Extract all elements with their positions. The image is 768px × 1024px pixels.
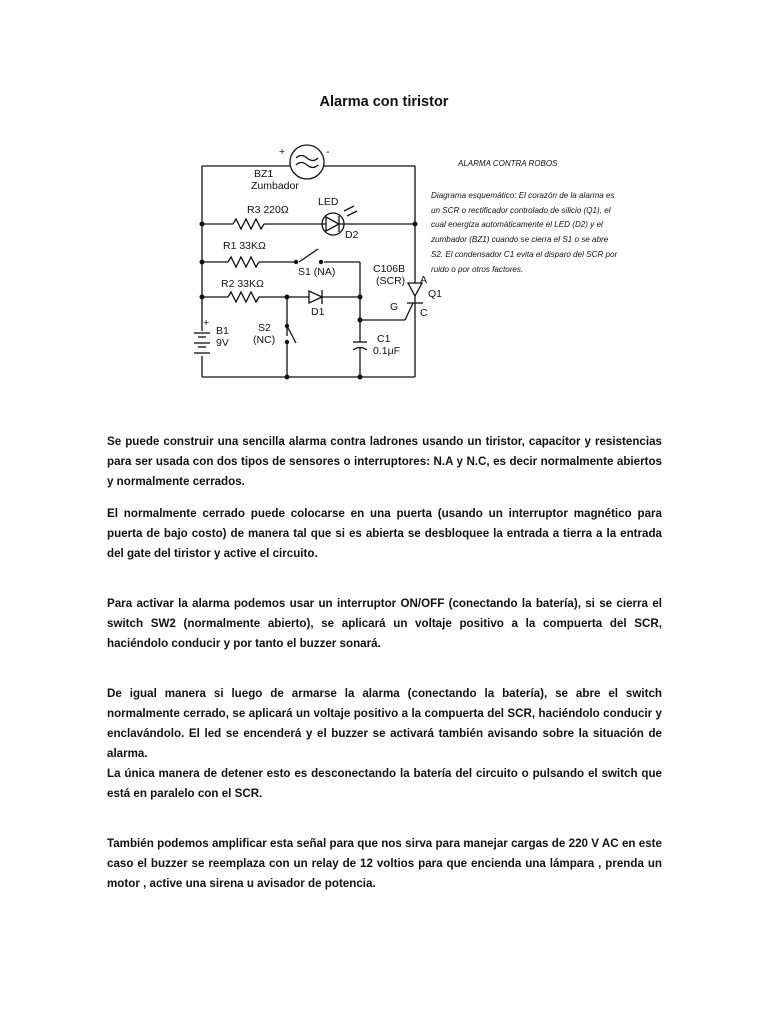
paragraph-5: La única manera de detener esto es desconectando la batería del circuito o pulsando el switch que está en paralelo con el SCR. [107,767,662,800]
d2-label: D2 [345,229,359,241]
figure-description-label: Diagrama esquemático [431,191,515,200]
r2-label: R2 33KΩ [221,278,264,290]
paragraph-2: El normalmente cerrado puede colocarse en una puerta (usando un interruptor magnético para puerta de bajo costo) de manera tal que si es abierta se desbloquee la entrada a tierra a la entrada del gate del tiristor y active el circuito. [107,507,662,560]
paragraph-1: Se puede construir una sencilla alarma contra ladrones usando un tiristor, capacitor y resistencias para ser usada con dos tipos de sensores o interruptores: N.A y N.C, es decir normalmente abiertos y normalmente cerrados. [107,435,662,488]
s2-nc-label: (NC) [253,334,276,346]
zumbador-label: Zumbador [251,180,299,192]
led-label: LED [318,196,339,208]
d1-label: D1 [311,306,325,318]
q1-label: Q1 [428,288,443,300]
c1-value-label: 0.1μF [373,345,401,357]
r3-label: R3 220Ω [247,204,289,216]
c106b-label: C106B [373,263,406,275]
gate-label: G [390,301,399,313]
s2-label: S2 [258,322,271,334]
figure-description [431,189,621,277]
paragraph-6: También podemos amplificar esta señal para que nos sirva para manejar cargas de 220 V AC en este caso el buzzer se reemplaza con un relay de 12 voltios para que encienda una lámpara , prenda un motor , active una sirena u avisador de potencia. [107,837,662,890]
bz1-label: BZ1 [254,168,274,180]
paragraph-4: De igual manera si luego de armarse la alarma (conectando la batería), se abre el switch normalmente cerrado, se aplicará un voltaje positivo a la compuerta del SCR, haciéndolo conducir y enclavándolo. El led se encenderá y el buzzer se activará también avisando sobre la situación de alarma. [107,687,662,760]
bz-minus-label: - [326,146,330,158]
cathode-label: C [420,307,428,319]
battery-minus-label: - [204,347,208,359]
paragraph-3: Para activar la alarma podemos usar un interruptor ON/OFF (conectando la batería), si se cierra el switch SW2 (normalmente abierto), se aplicará un voltaje positivo a la compuerta del SCR, haciéndolo conducir y por tanto el buzzer sonará. [107,597,662,650]
battery-plus-label: + [203,317,210,329]
bz-plus-label: + [279,146,286,158]
figure-side-title: ALARMA CONTRA ROBOS [458,159,558,168]
page-title: Alarma con tiristor [319,94,449,110]
r1-label: R1 33KΩ [223,240,266,252]
s1-label: S1 (NA) [298,266,336,278]
anode-label: A [420,274,428,286]
c1-label: C1 [377,333,391,345]
schematic-diagram [0,0,768,400]
b1-label: B1 [216,325,229,337]
scr-label: (SCR) [376,275,406,287]
figure-description-text: : El corazón de la alarma es un SCR o rectificador controlado de silicio (Q1), el cual energiza automáticamente el LED (D2) y el zumbador (BZ1) cuando se cierra el S1 o se abre S2. El condensador C1 evita el disparo del SCR por ruido o por otros factores. [431,191,618,274]
b1-voltage-label: 9V [216,337,229,349]
